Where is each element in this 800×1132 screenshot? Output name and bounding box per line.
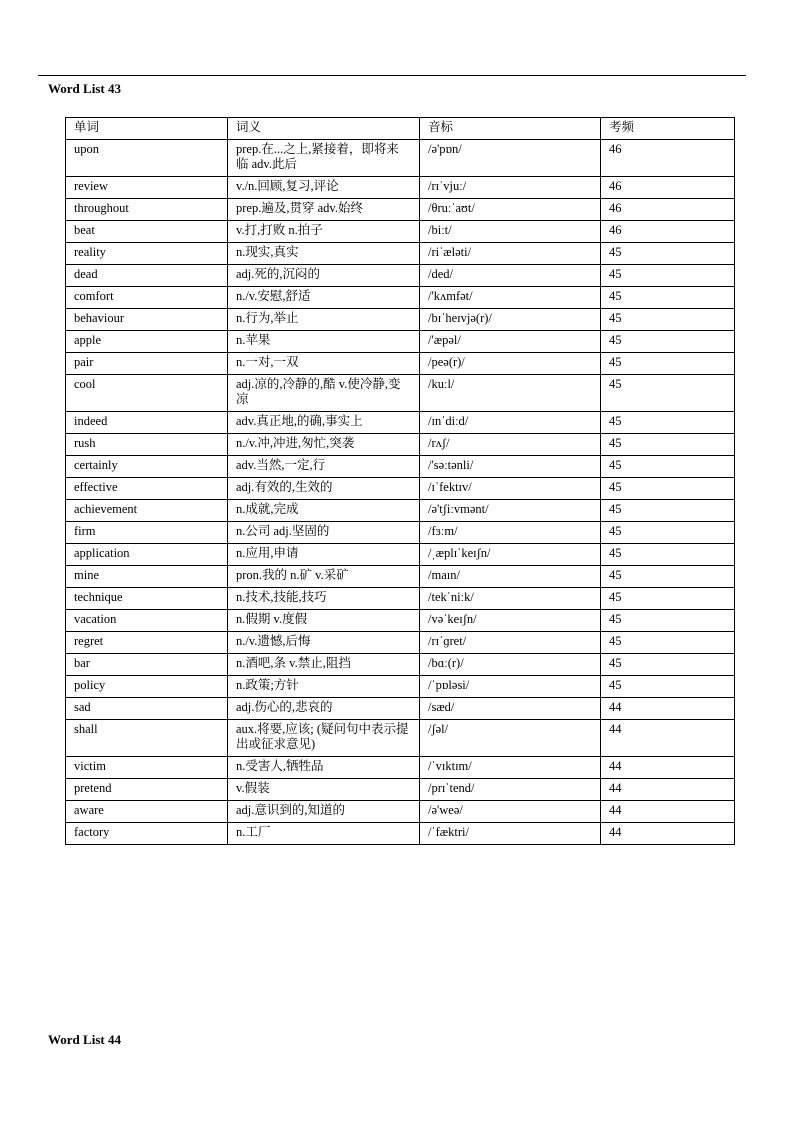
- table-row: [66, 140, 735, 177]
- cell-meaning: n.成就,完成: [228, 500, 420, 522]
- cell-meaning: aux.将要,应该; (疑问句中表示提出或征求意见): [228, 720, 420, 757]
- cell-phonetic: /ˈpɒləsi/: [420, 676, 601, 698]
- cell-frequency: 45: [601, 478, 735, 500]
- cell-word: application: [66, 544, 228, 566]
- cell-frequency: 45: [601, 375, 735, 412]
- cell-frequency: 44: [601, 779, 735, 801]
- word-rows: [66, 140, 735, 845]
- cell-meaning: v.假装: [228, 779, 420, 801]
- table-row: [66, 676, 735, 698]
- cell-word: aware: [66, 801, 228, 823]
- cell-phonetic: /kuːl/: [420, 375, 601, 412]
- cell-word: review: [66, 177, 228, 199]
- cell-word: sad: [66, 698, 228, 720]
- cell-phonetic: /sæd/: [420, 698, 601, 720]
- table-row: [66, 500, 735, 522]
- table-row: [66, 779, 735, 801]
- cell-word: policy: [66, 676, 228, 698]
- cell-meaning: v.打,打败 n.拍子: [228, 221, 420, 243]
- table-row: [66, 522, 735, 544]
- cell-meaning: n.应用,申请: [228, 544, 420, 566]
- table-row: [66, 801, 735, 823]
- cell-meaning: adv.当然,一定,行: [228, 456, 420, 478]
- cell-frequency: 45: [601, 287, 735, 309]
- table-row: [66, 243, 735, 265]
- cell-meaning: n.苹果: [228, 331, 420, 353]
- cell-meaning: n.工厂: [228, 823, 420, 845]
- cell-phonetic: /rɪˈɡret/: [420, 632, 601, 654]
- table-row: [66, 287, 735, 309]
- cell-frequency: 45: [601, 566, 735, 588]
- cell-frequency: 45: [601, 353, 735, 375]
- cell-meaning: n.行为,举止: [228, 309, 420, 331]
- cell-word: comfort: [66, 287, 228, 309]
- cell-phonetic: /rʌʃ/: [420, 434, 601, 456]
- cell-phonetic: /peə(r)/: [420, 353, 601, 375]
- cell-frequency: 44: [601, 823, 735, 845]
- cell-word: beat: [66, 221, 228, 243]
- cell-frequency: 46: [601, 177, 735, 199]
- cell-phonetic: /'æpəl/: [420, 331, 601, 353]
- word-table: [65, 117, 735, 845]
- cell-meaning: n./v.冲,冲进,匆忙,突袭: [228, 434, 420, 456]
- cell-meaning: n.假期 v.度假: [228, 610, 420, 632]
- cell-phonetic: /bɪˈheɪvjə(r)/: [420, 309, 601, 331]
- cell-phonetic: /'səːtənli/: [420, 456, 601, 478]
- table-row: [66, 375, 735, 412]
- cell-meaning: n.酒吧,条 v.禁止,阻挡: [228, 654, 420, 676]
- cell-word: shall: [66, 720, 228, 757]
- cell-phonetic: /bɑː(r)/: [420, 654, 601, 676]
- cell-phonetic: /biːt/: [420, 221, 601, 243]
- cell-meaning: n.现实,真实: [228, 243, 420, 265]
- cell-word: regret: [66, 632, 228, 654]
- cell-meaning: n.公司 adj.坚固的: [228, 522, 420, 544]
- cell-word: firm: [66, 522, 228, 544]
- cell-meaning: adv.真正地,的确,事实上: [228, 412, 420, 434]
- cell-frequency: 45: [601, 544, 735, 566]
- cell-frequency: 45: [601, 676, 735, 698]
- cell-frequency: 45: [601, 309, 735, 331]
- cell-phonetic: /ded/: [420, 265, 601, 287]
- cell-frequency: 45: [601, 610, 735, 632]
- cell-phonetic: /ʃəl/: [420, 720, 601, 757]
- cell-frequency: 45: [601, 331, 735, 353]
- cell-phonetic: /ə'pɒn/: [420, 140, 601, 177]
- cell-meaning: v./n.回顾,复习,评论: [228, 177, 420, 199]
- table-header-row: [66, 118, 735, 140]
- cell-word: victim: [66, 757, 228, 779]
- cell-word: technique: [66, 588, 228, 610]
- cell-phonetic: /vəˈkeɪʃn/: [420, 610, 601, 632]
- table-row: [66, 309, 735, 331]
- cell-word: dead: [66, 265, 228, 287]
- cell-phonetic: /riˈæləti/: [420, 243, 601, 265]
- cell-frequency: 44: [601, 720, 735, 757]
- cell-word: certainly: [66, 456, 228, 478]
- table-row: [66, 331, 735, 353]
- cell-frequency: 46: [601, 221, 735, 243]
- header-frequency: 考频: [601, 118, 735, 140]
- cell-word: cool: [66, 375, 228, 412]
- cell-meaning: adj.意识到的,知道的: [228, 801, 420, 823]
- next-word-list-heading: Word List 44: [48, 1032, 121, 1047]
- cell-word: indeed: [66, 412, 228, 434]
- cell-frequency: 46: [601, 199, 735, 221]
- cell-phonetic: /ˈfæktri/: [420, 823, 601, 845]
- cell-meaning: n.政策;方针: [228, 676, 420, 698]
- cell-meaning: pron.我的 n.矿 v.采矿: [228, 566, 420, 588]
- table-row: [66, 544, 735, 566]
- table-row: [66, 757, 735, 779]
- cell-word: bar: [66, 654, 228, 676]
- cell-frequency: 45: [601, 522, 735, 544]
- cell-frequency: 44: [601, 757, 735, 779]
- cell-meaning: adj.伤心的,悲哀的: [228, 698, 420, 720]
- cell-word: reality: [66, 243, 228, 265]
- cell-phonetic: /'kʌmfət/: [420, 287, 601, 309]
- table-row: [66, 177, 735, 199]
- table-row: [66, 698, 735, 720]
- cell-phonetic: /θruːˈaʊt/: [420, 199, 601, 221]
- table-row: [66, 265, 735, 287]
- header-meaning: 词义: [228, 118, 420, 140]
- cell-word: factory: [66, 823, 228, 845]
- cell-word: rush: [66, 434, 228, 456]
- cell-meaning: prep.在...之上,紧接着，即将来临 adv.此后: [228, 140, 420, 177]
- cell-phonetic: /ˈvɪktɪm/: [420, 757, 601, 779]
- cell-frequency: 44: [601, 698, 735, 720]
- cell-phonetic: /fɜːm/: [420, 522, 601, 544]
- cell-meaning: adj.凉的,冷静的,酷 v.使冷静,变凉: [228, 375, 420, 412]
- cell-meaning: n./v.安慰,舒适: [228, 287, 420, 309]
- cell-word: mine: [66, 566, 228, 588]
- cell-meaning: adj.有效的,生效的: [228, 478, 420, 500]
- cell-frequency: 45: [601, 456, 735, 478]
- cell-word: behaviour: [66, 309, 228, 331]
- table-row: [66, 221, 735, 243]
- cell-frequency: 45: [601, 243, 735, 265]
- table-row: [66, 456, 735, 478]
- cell-phonetic: /ə'weə/: [420, 801, 601, 823]
- cell-meaning: n./v.遗憾,后悔: [228, 632, 420, 654]
- cell-frequency: 45: [601, 632, 735, 654]
- table-row: [66, 478, 735, 500]
- cell-frequency: 45: [601, 265, 735, 287]
- table-row: [66, 720, 735, 757]
- cell-frequency: 45: [601, 500, 735, 522]
- cell-phonetic: /ɪˈfektɪv/: [420, 478, 601, 500]
- cell-meaning: n.受害人,牺牲品: [228, 757, 420, 779]
- cell-phonetic: /ə'tʃiːvmənt/: [420, 500, 601, 522]
- cell-meaning: n.一对,一双: [228, 353, 420, 375]
- cell-phonetic: /ɪnˈdiːd/: [420, 412, 601, 434]
- cell-meaning: adj.死的,沉闷的: [228, 265, 420, 287]
- table-row: [66, 412, 735, 434]
- word-list-heading: Word List 43: [48, 81, 121, 96]
- cell-meaning: n.技术,技能,技巧: [228, 588, 420, 610]
- cell-frequency: 45: [601, 654, 735, 676]
- table-row: [66, 632, 735, 654]
- cell-phonetic: /prɪˈtend/: [420, 779, 601, 801]
- cell-phonetic: /ˌæplɪˈkeɪʃn/: [420, 544, 601, 566]
- cell-word: pretend: [66, 779, 228, 801]
- header-phonetic: 音标: [420, 118, 601, 140]
- cell-phonetic: /rɪˈvjuː/: [420, 177, 601, 199]
- cell-word: apple: [66, 331, 228, 353]
- cell-word: effective: [66, 478, 228, 500]
- cell-phonetic: /maɪn/: [420, 566, 601, 588]
- cell-word: throughout: [66, 199, 228, 221]
- header-word: 单词: [66, 118, 228, 140]
- cell-phonetic: /tekˈniːk/: [420, 588, 601, 610]
- table-row: [66, 353, 735, 375]
- table-row: [66, 434, 735, 456]
- cell-word: vacation: [66, 610, 228, 632]
- cell-frequency: 45: [601, 434, 735, 456]
- table-row: [66, 610, 735, 632]
- cell-frequency: 45: [601, 588, 735, 610]
- table-row: [66, 566, 735, 588]
- top-rule: [38, 75, 746, 76]
- cell-word: pair: [66, 353, 228, 375]
- cell-frequency: 46: [601, 140, 735, 177]
- cell-word: achievement: [66, 500, 228, 522]
- cell-frequency: 45: [601, 412, 735, 434]
- cell-meaning: prep.遍及,贯穿 adv.始终: [228, 199, 420, 221]
- table-row: [66, 199, 735, 221]
- cell-word: upon: [66, 140, 228, 177]
- table-row: [66, 654, 735, 676]
- cell-frequency: 44: [601, 801, 735, 823]
- table-row: [66, 588, 735, 610]
- table-row: [66, 823, 735, 845]
